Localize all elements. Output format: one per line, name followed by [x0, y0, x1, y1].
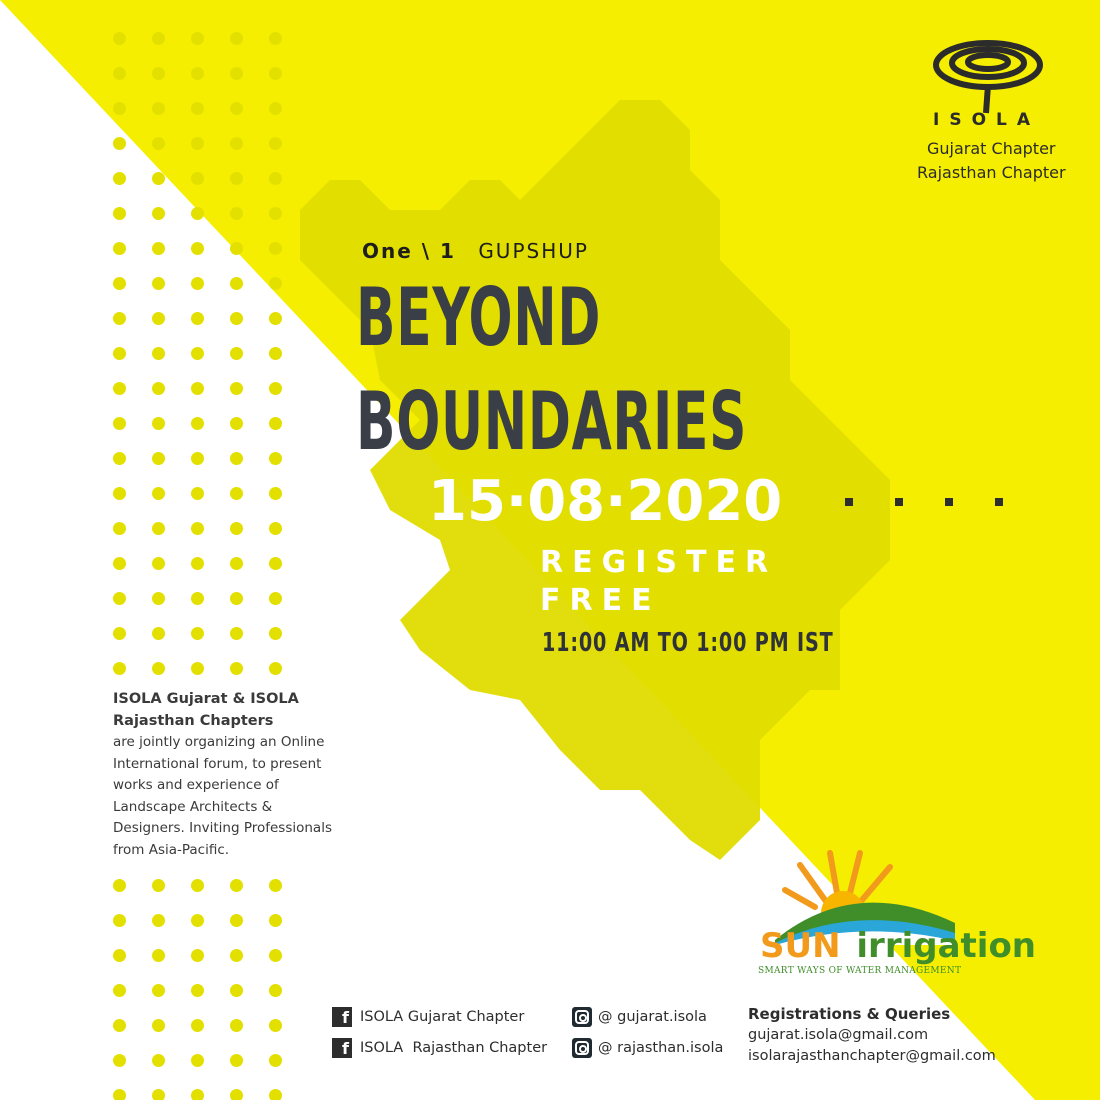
decorative-dot: [152, 487, 165, 500]
decorative-dot: [113, 1089, 126, 1100]
decorative-dot: [191, 879, 204, 892]
instagram-link-gujarat[interactable]: [572, 1007, 707, 1027]
decorative-dot: [152, 879, 165, 892]
description-text: are jointly organizing an Online International forum, to present works and experience of Landscape Architects & Designers. Inviting Professionals from Asia-Pacific.: [113, 734, 332, 858]
decorative-dot: [269, 67, 282, 80]
decorative-dot: [113, 914, 126, 927]
decorative-dot: [113, 949, 126, 962]
rajasthan-chapter-label: Rajasthan Chapter: [917, 163, 1066, 182]
decorative-dot: [269, 32, 282, 45]
decorative-dot: [191, 662, 204, 675]
facebook-icon: f: [332, 1007, 352, 1027]
decorative-dot: [152, 1019, 165, 1032]
contact-email-gujarat[interactable]: gujarat.isola@gmail.com: [748, 1027, 929, 1043]
decorative-dot: [230, 32, 243, 45]
decorative-dot: [113, 879, 126, 892]
decorative-dot: [269, 627, 282, 640]
decorative-dot: [269, 312, 282, 325]
decorative-dot: [230, 277, 243, 290]
decorative-dot: [191, 382, 204, 395]
decorative-dot: [269, 487, 282, 500]
instagram-gujarat-label: @ gujarat.isola: [598, 1009, 707, 1025]
decorative-dot: [152, 1089, 165, 1100]
decorative-dot: [191, 1089, 204, 1100]
decorative-dot: [269, 417, 282, 430]
decorative-dot: [269, 452, 282, 465]
decorative-dot: [230, 67, 243, 80]
decorative-dot: [269, 1054, 282, 1067]
series-prefix: One \ 1: [362, 239, 456, 263]
decorative-dot: [230, 487, 243, 500]
decorative-dot: [269, 1089, 282, 1100]
decorative-dot: [152, 277, 165, 290]
decorative-dot: [152, 242, 165, 255]
sponsor-name: [760, 927, 1036, 965]
decorative-dot: [152, 452, 165, 465]
decorative-dot: [152, 417, 165, 430]
facebook-gujarat-label: ISOLA Gujarat Chapter: [360, 1009, 525, 1025]
organizers-label: ISOLA Gujarat & ISOLA Rajasthan Chapters: [113, 691, 299, 729]
decorative-dot: [152, 172, 165, 185]
decorative-dot: [113, 522, 126, 535]
decorative-dot: [269, 277, 282, 290]
decorative-dot: [230, 312, 243, 325]
decorative-dot: [269, 522, 282, 535]
decorative-dot: [152, 67, 165, 80]
decorative-dot: [230, 417, 243, 430]
decorative-dot: [113, 417, 126, 430]
dot-pattern-top: [0, 0, 300, 680]
decorative-dot: [152, 382, 165, 395]
decorative-dot: [113, 557, 126, 570]
dot-pattern-bottom: [0, 870, 300, 1100]
decorative-dot: [113, 242, 126, 255]
decorative-dot: [152, 1054, 165, 1067]
decorative-dot: [152, 557, 165, 570]
title-line-1: BEYOND: [356, 271, 602, 364]
decorative-dot: [191, 592, 204, 605]
decorative-dot: [113, 172, 126, 185]
decorative-dot: [230, 984, 243, 997]
decorative-dot: [152, 32, 165, 45]
event-date: 15·08·2020: [428, 469, 783, 534]
contact-email-rajasthan[interactable]: isolarajasthanchapter@gmail.com: [748, 1048, 996, 1064]
facebook-icon: f: [332, 1038, 352, 1058]
decorative-dot: [113, 984, 126, 997]
isola-wordmark: ISOLA: [933, 110, 1041, 130]
decorative-dot: [191, 417, 204, 430]
decorative-dot: [113, 102, 126, 115]
decorative-dot: [113, 67, 126, 80]
decorative-dot: [152, 102, 165, 115]
decorative-dot: [230, 1089, 243, 1100]
decorative-dot: [152, 347, 165, 360]
decorative-dot: [269, 984, 282, 997]
decorative-dot: [152, 984, 165, 997]
decorative-dot: [152, 914, 165, 927]
instagram-icon: [572, 1038, 592, 1058]
decorative-dot: [191, 67, 204, 80]
contact-block: [748, 1004, 996, 1067]
decorative-dot: [230, 1019, 243, 1032]
decorative-dot: [191, 557, 204, 570]
facebook-link-rajasthan[interactable]: [332, 1038, 547, 1058]
decorative-dot: [113, 347, 126, 360]
sponsor-name-irrigation: irrigation: [856, 926, 1037, 966]
decorative-dot: [152, 137, 165, 150]
instagram-link-rajasthan[interactable]: [572, 1038, 723, 1058]
decorative-dot: [113, 382, 126, 395]
decorative-dot: [113, 137, 126, 150]
event-time: 11:00 AM TO 1:00 PM IST: [542, 628, 834, 658]
decorative-dot: [269, 137, 282, 150]
decorative-dot: [230, 949, 243, 962]
decorative-dot: [230, 522, 243, 535]
trailing-dot: [995, 498, 1003, 506]
trailing-dot: [845, 498, 853, 506]
decorative-dot: [230, 102, 243, 115]
decorative-dot: [113, 1019, 126, 1032]
facebook-rajasthan-label: ISOLA Rajasthan Chapter: [360, 1040, 548, 1056]
decorative-dot: [230, 914, 243, 927]
decorative-dot: [191, 949, 204, 962]
decorative-dot: [152, 662, 165, 675]
decorative-dot: [191, 312, 204, 325]
decorative-dot: [269, 1019, 282, 1032]
decorative-dot: [230, 1054, 243, 1067]
decorative-dot: [191, 207, 204, 220]
decorative-dot: [269, 102, 282, 115]
title-line-2: BOUNDARIES: [356, 375, 748, 468]
trailing-dot: [895, 498, 903, 506]
decorative-dot: [269, 879, 282, 892]
decorative-dot: [269, 207, 282, 220]
decorative-dot: [191, 1054, 204, 1067]
decorative-dot: [113, 487, 126, 500]
series-name: GUPSHUP: [478, 239, 589, 263]
sponsor-tagline: SMART WAYS OF WATER MANAGEMENT: [758, 966, 962, 976]
decorative-dot: [269, 592, 282, 605]
decorative-dot: [269, 347, 282, 360]
instagram-rajasthan-label: @ rajasthan.isola: [598, 1040, 724, 1056]
decorative-dot: [152, 207, 165, 220]
decorative-dot: [230, 662, 243, 675]
decorative-dot: [191, 137, 204, 150]
decorative-dot: [113, 32, 126, 45]
decorative-dot: [191, 347, 204, 360]
decorative-dot: [113, 627, 126, 640]
decorative-dot: [230, 137, 243, 150]
register-line-2: FREE: [540, 583, 661, 618]
decorative-dot: [113, 312, 126, 325]
decorative-dot: [269, 914, 282, 927]
decorative-dot: [191, 487, 204, 500]
trailing-dot: [945, 498, 953, 506]
decorative-dot: [191, 914, 204, 927]
decorative-dot: [113, 452, 126, 465]
instagram-icon: [572, 1007, 592, 1027]
decorative-dot: [191, 277, 204, 290]
decorative-dot: [269, 242, 282, 255]
decorative-dot: [230, 207, 243, 220]
decorative-dot: [230, 242, 243, 255]
sponsor-name-sun: SUN: [760, 926, 841, 966]
decorative-dot: [113, 277, 126, 290]
decorative-dot: [269, 172, 282, 185]
decorative-dot: [113, 592, 126, 605]
decorative-dot: [191, 242, 204, 255]
series-line: [362, 239, 589, 263]
decorative-dot: [191, 32, 204, 45]
isola-logo: [905, 30, 1085, 190]
decorative-dot: [113, 1054, 126, 1067]
decorative-dot: [269, 662, 282, 675]
isola-spiral-icon: [930, 35, 1050, 115]
register-line-1: REGISTER: [540, 545, 778, 580]
decorative-dot: [230, 172, 243, 185]
decorative-dot: [269, 382, 282, 395]
decorative-dot: [191, 102, 204, 115]
decorative-dot: [152, 522, 165, 535]
decorative-dot: [230, 452, 243, 465]
gujarat-chapter-label: Gujarat Chapter: [927, 139, 1056, 158]
decorative-dot: [152, 592, 165, 605]
decorative-dot: [269, 557, 282, 570]
decorative-dot: [113, 207, 126, 220]
decorative-dot: [230, 879, 243, 892]
decorative-dot: [230, 557, 243, 570]
decorative-dot: [230, 382, 243, 395]
decorative-dot: [152, 949, 165, 962]
decorative-dot: [152, 627, 165, 640]
decorative-dot: [269, 949, 282, 962]
decorative-dot: [191, 452, 204, 465]
facebook-link-gujarat[interactable]: [332, 1007, 524, 1027]
sun-irrigation-logo: [750, 845, 1037, 980]
decorative-dot: [152, 312, 165, 325]
decorative-dot: [191, 522, 204, 535]
decorative-dot: [230, 347, 243, 360]
decorative-dot: [230, 627, 243, 640]
decorative-dot: [230, 592, 243, 605]
decorative-dot: [191, 1019, 204, 1032]
decorative-dot: [113, 662, 126, 675]
decorative-dot: [191, 172, 204, 185]
event-description: [113, 689, 348, 861]
decorative-dot: [191, 627, 204, 640]
decorative-dot: [191, 984, 204, 997]
contact-heading: Registrations & Queries: [748, 1005, 951, 1023]
